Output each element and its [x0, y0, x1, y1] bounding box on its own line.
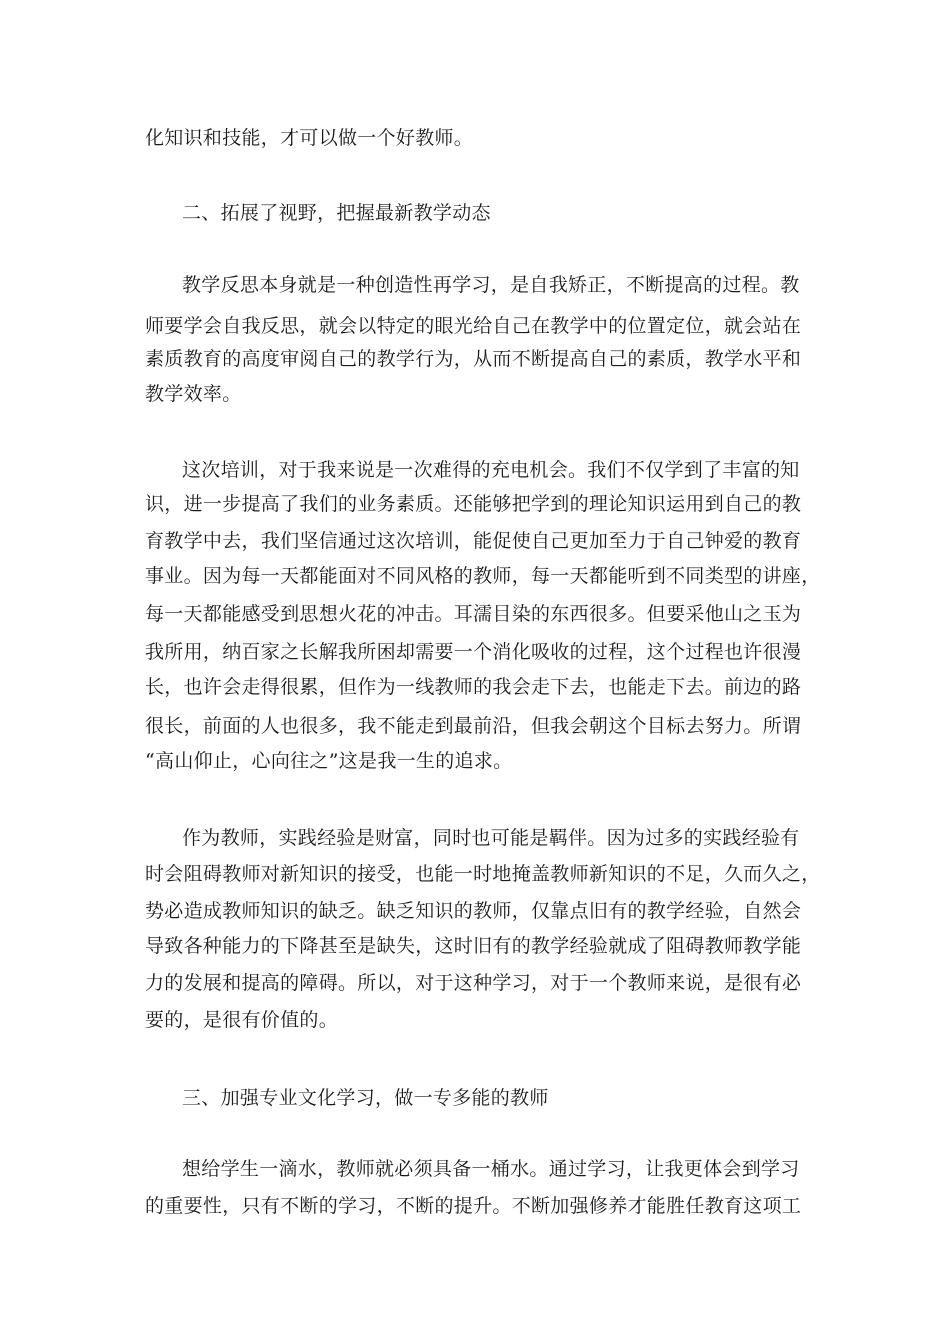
- text-line: 力的发展和提高的障碍。所以，对于这种学习，对于一个教师来说，是很有必: [145, 972, 802, 994]
- section-heading: 二、拓展了视野，把握最新教学动态: [182, 202, 491, 224]
- text-line: 师要学会自我反思，就会以特定的眼光给自己在教学中的位置定位，就会站在: [145, 315, 802, 337]
- text-line: 长，也许会走得很累，但作为一线教师的我会走下去，也能走下去。前边的路: [145, 676, 802, 698]
- text-line: 识，进一步提高了我们的业务素质。还能够把学到的理论知识运用到自己的教: [145, 493, 802, 515]
- text-line: 要的，是很有价值的。: [145, 1009, 339, 1031]
- text-line: 教学反思本身就是一种创造性再学习，是自我矫正，不断提高的过程。教: [182, 274, 800, 296]
- text-line: 很长，前面的人也很多，我不能走到最前沿，但我会朝这个目标去努力。所谓: [145, 715, 802, 737]
- text-line: 这次培训，对于我来说是一次难得的充电机会。我们不仅学到了丰富的知: [182, 459, 800, 481]
- text-line: “高山仰止，心向往之”这是我一生的追求。: [145, 750, 513, 772]
- text-line: 素质教育的高度审阅自己的教学行为，从而不断提高自己的素质，教学水平和: [145, 348, 802, 370]
- text-line: 作为教师，实践经验是财富，同时也可能是羁伴。因为过多的实践经验有: [182, 827, 800, 849]
- text-line: 育教学中去，我们坚信通过这次培训，能促使自己更加至力于自己钟爱的教育: [145, 530, 802, 552]
- text-line: 势必造成教师知识的缺乏。缺乏知识的教师，仅靠点旧有的教学经验，自然会: [145, 900, 802, 922]
- section-heading: 三、加强专业文化学习，做一专多能的教师: [182, 1087, 549, 1109]
- text-line: 想给学生一滴水，教师就必须具备一桶水。通过学习，让我更体会到学习: [182, 1158, 800, 1180]
- text-line: 我所用，纳百家之长解我所困却需要一个消化吸收的过程，这个过程也许很漫: [145, 641, 802, 663]
- text-line: 的重要性，只有不断的学习，不断的提升。不断加强修养才能胜任教育这项工: [145, 1195, 802, 1217]
- text-line: 化知识和技能，才可以做一个好教师。: [145, 127, 474, 149]
- text-line: 每一天都能感受到思想火花的冲击。耳濡目染的东西很多。但要采他山之玉为: [145, 603, 802, 625]
- text-line: 教学效率。: [145, 383, 242, 405]
- text-line: 事业。因为每一天都能面对不同风格的教师，每一天都能听到不同类型的讲座，: [145, 565, 821, 587]
- text-line: 导致各种能力的下降甚至是缺失，这时旧有的教学经验就成了阻碍教师教学能: [145, 935, 802, 957]
- text-line: 时会阻碍教师对新知识的接受，也能一时地掩盖教师新知识的不足，久而久之，: [145, 863, 821, 885]
